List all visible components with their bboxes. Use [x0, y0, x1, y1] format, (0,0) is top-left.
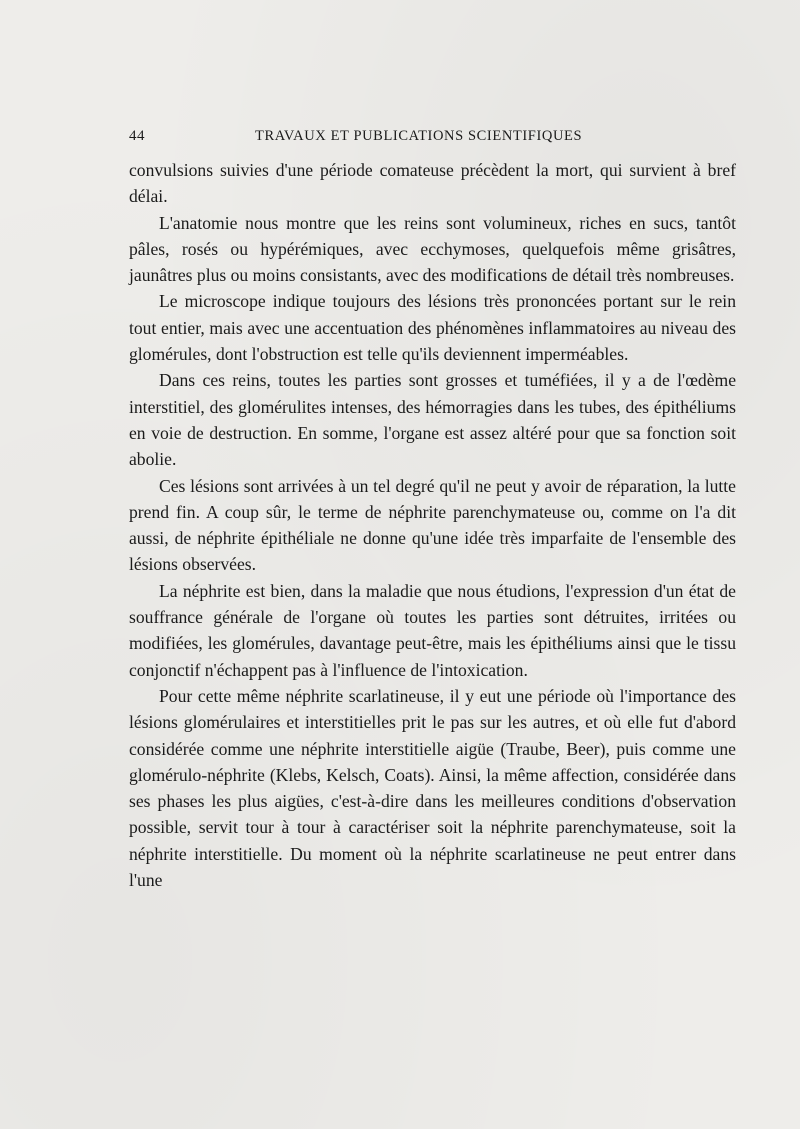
running-title: TRAVAUX ET PUBLICATIONS SCIENTIFIQUES [255, 128, 583, 144]
paragraph-scarlatineuse: Pour cette même néphrite scarlatineuse, il y eut une période où l'importance des lésions glomérulaires et interstitielles prit le pas sur les autres, et où elle fut d'abord considérée comme une néphrite interstitielle aigüe (Traube, Beer), puis comme une glomérulo-néphrite (Klebs, Kelsch, Coats). Ainsi, la même affection, considérée dans ses phases les plus aigües, c'est-à-dire dans les meilleures conditions d'observation possible, servit tour à tour à caractériser soit la néphrite parenchymateuse, soit la néphrite interstitielle. Du moment où la néphrite scarlatineuse ne peut entrer dans l'une [129, 685, 736, 891]
page-header [129, 128, 604, 150]
paragraph-nephrite: La néphrite est bien, dans la maladie que nous étudions, l'expression d'un état de souffrance générale de l'organe où toutes les parties sont détruites, irritées ou modifiées, les glomérules, davantage peut-être, mais les épithéliums ainsi que le tissu conjonctif n'échappent pas à l'influence de l'intoxication. [129, 580, 736, 680]
paragraph-continuation: convulsions suivies d'une période comateuse précèdent la mort, qui survient à bref délai. [129, 160, 736, 207]
page-number: 44 [129, 128, 145, 144]
paragraph-microscope: Le microscope indique toujours des lésions très prononcées portant sur le rein tout entier, mais avec une accentuation des phénomènes inflammatoires au niveau des glomérules, dont l'obstruction est telle qu'ils deviennent imperméables. [129, 291, 736, 365]
paragraph-reins: Dans ces reins, toutes les parties sont grosses et tuméfiées, il y a de l'œdème interstitiel, des glomérulites intenses, des hémorragies dans les tubes, des épithéliums en voie de destruction. En somme, l'organe est assez altéré pour que sa fonction soit abolie. [129, 370, 736, 470]
paragraph-anatomie: L'anatomie nous montre que les reins sont volumineux, riches en sucs, tantôt pâles, rosés ou hypérémiques, avec ecchymoses, quelquefois même grisâtres, jaunâtres plus ou moins consistants, avec des modifications de détail très nombreuses. [129, 212, 736, 286]
paragraph-lesions: Ces lésions sont arrivées à un tel degré qu'il ne peut y avoir de réparation, la lutte prend fin. A coup sûr, le terme de néphrite parenchymateuse ou, comme on l'a dit aussi, de néphrite épithéliale ne donne qu'une idée très imparfaite de l'ensemble des lésions observées. [129, 475, 736, 575]
body-text [129, 157, 736, 893]
